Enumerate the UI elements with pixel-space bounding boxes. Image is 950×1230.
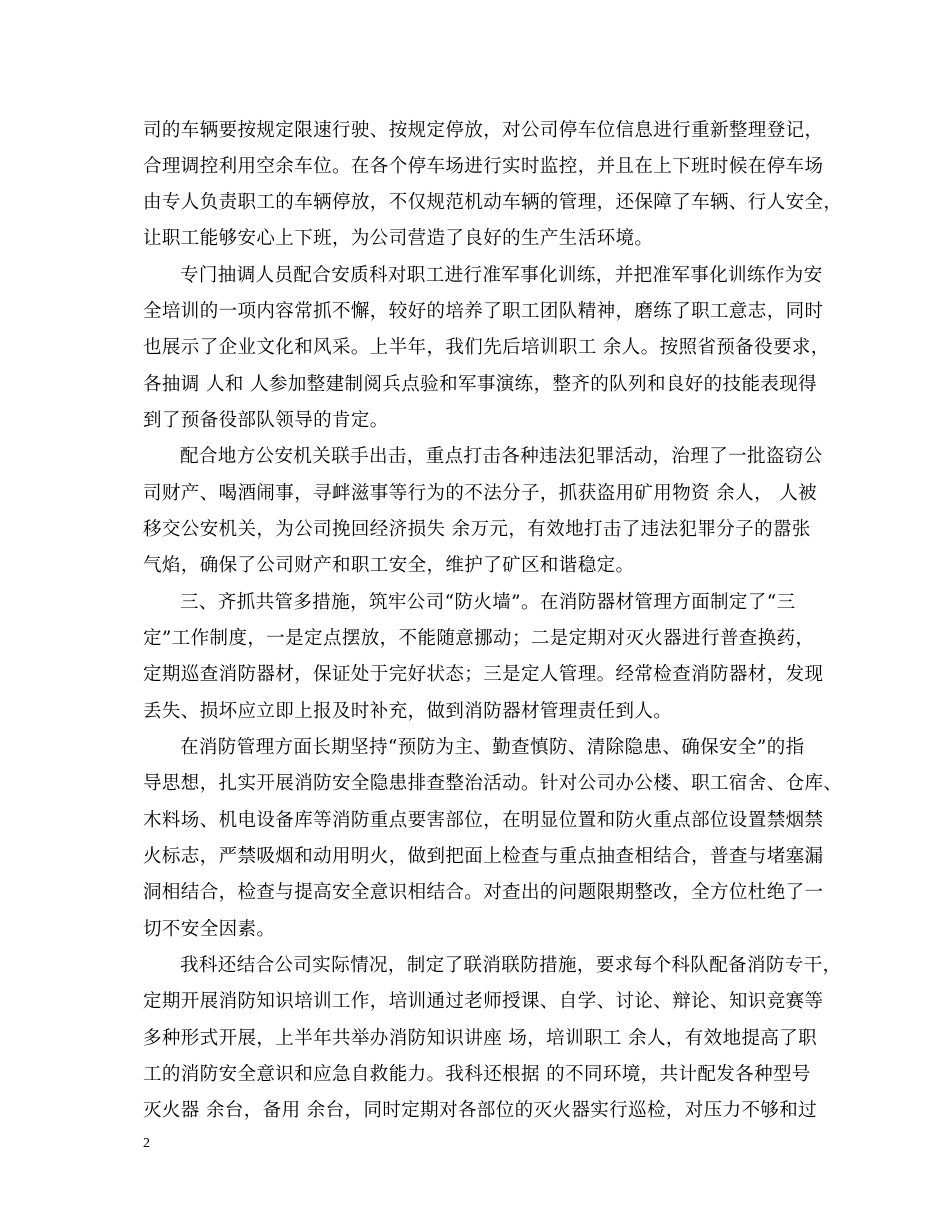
text-line: 全培训的一项内容常抓不懈，较好的培养了职工团队精神，磨练了职工意志，同时 (143, 301, 824, 322)
text-line: 各抽调 人和 人参加整建制阅兵点验和军事演练，整齐的队列和良好的技能表现得 (143, 374, 818, 395)
text-line: 定期巡查消防器材，保证处于完好状态；三是定人管理。经常检查消防器材，发现 (143, 664, 824, 685)
text-line: 洞相结合，检查与提高安全意识相结合。对查出的问题限期整改，全方位杜绝了一 (143, 882, 824, 903)
paragraph-first-line: 在消防管理方面长期坚持“预防为主、勤查慎防、清除隐患、确保安全”的指 (180, 737, 805, 758)
paragraph-first-line: 我科还结合公司实际情况，制定了联消联防措施，要求每个科队配备消防专干， (180, 955, 842, 976)
text-line: 也展示了企业文化和风采。上半年，我们先后培训职工 余人。按照省预备役要求， (143, 337, 830, 358)
text-line: 移交公安机关，为公司挽回经济损失 余万元，有效地打击了违法犯罪分子的嚣张 (143, 519, 811, 540)
text-line: 让职工能够安心上下班，为公司营造了良好的生产生活环境。 (143, 228, 654, 249)
text-line: 司的车辆要按规定限速行驶、按规定停放，对公司停车位信息进行重新整理登记， (143, 120, 824, 141)
text-line: 合理调控利用空余车位。在各个停车场进行实时监控，并且在上下班时候在停车场 (143, 156, 824, 177)
text-line: 司财产、喝酒闹事，寻衅滋事等行为的不法分子，抓获盗用矿用物资 余人， 人被 (143, 483, 818, 504)
text-line: 定”工作制度，一是定点摆放，不能随意挪动；二是定期对灭火器进行普查换药， (143, 628, 815, 649)
text-line: 灭火器 余台，备用 余台，同时定期对各部位的灭火器实行巡检，对压力不够和过 (143, 1100, 818, 1121)
text-line: 丢失、损坏应立即上报及时补充，做到消防器材管理责任到人。 (143, 701, 673, 722)
paragraph-first-line: 专门抽调人员配合安质科对职工进行准军事化训练，并把准军事化训练作为安 (180, 265, 823, 286)
text-line: 到了预备役部队领导的肯定。 (143, 410, 389, 431)
paragraph-first-line: 配合地方公安机关联手出击，重点打击各种违法犯罪活动，治理了一批盗窃公 (180, 446, 823, 467)
text-line: 多种形式开展，上半年共举办消防知识讲座 场，培训职工 余人，有效地提高了职 (143, 1028, 818, 1049)
text-line: 切不安全因素。 (143, 919, 276, 940)
text-line: 定期开展消防知识培训工作，培训通过老师授课、自学、讨论、辩论、知识竞赛等 (143, 991, 824, 1012)
text-line: 木料场、机电设备库等消防重点要害部位，在明显位置和防火重点部位设置禁烟禁 (143, 810, 824, 831)
paragraph-first-line: 三、齐抓共管多措施，筑牢公司“防火墙”。在消防器材管理方面制定了“三 (180, 592, 796, 613)
text-line: 气焰，确保了公司财产和职工安全，维护了矿区和谐稳定。 (143, 555, 635, 576)
text-line: 工的消防安全意识和应急自救能力。我科还根据 的不同环境，共计配发各种型号 (143, 1064, 811, 1085)
text-line: 导思想，扎实开展消防安全隐患排查整治活动。针对公司办公楼、职工宿舍、仓库、 (143, 773, 843, 794)
text-line: 由专人负责职工的车辆停放，不仅规范机动车辆的管理，还保障了车辆、行人安全， (143, 192, 843, 213)
text-line: 火标志，严禁吸烟和动用明火，做到把面上检查与重点抽查相结合，普查与堵塞漏 (143, 846, 824, 867)
page-number: 2 (143, 1136, 150, 1151)
